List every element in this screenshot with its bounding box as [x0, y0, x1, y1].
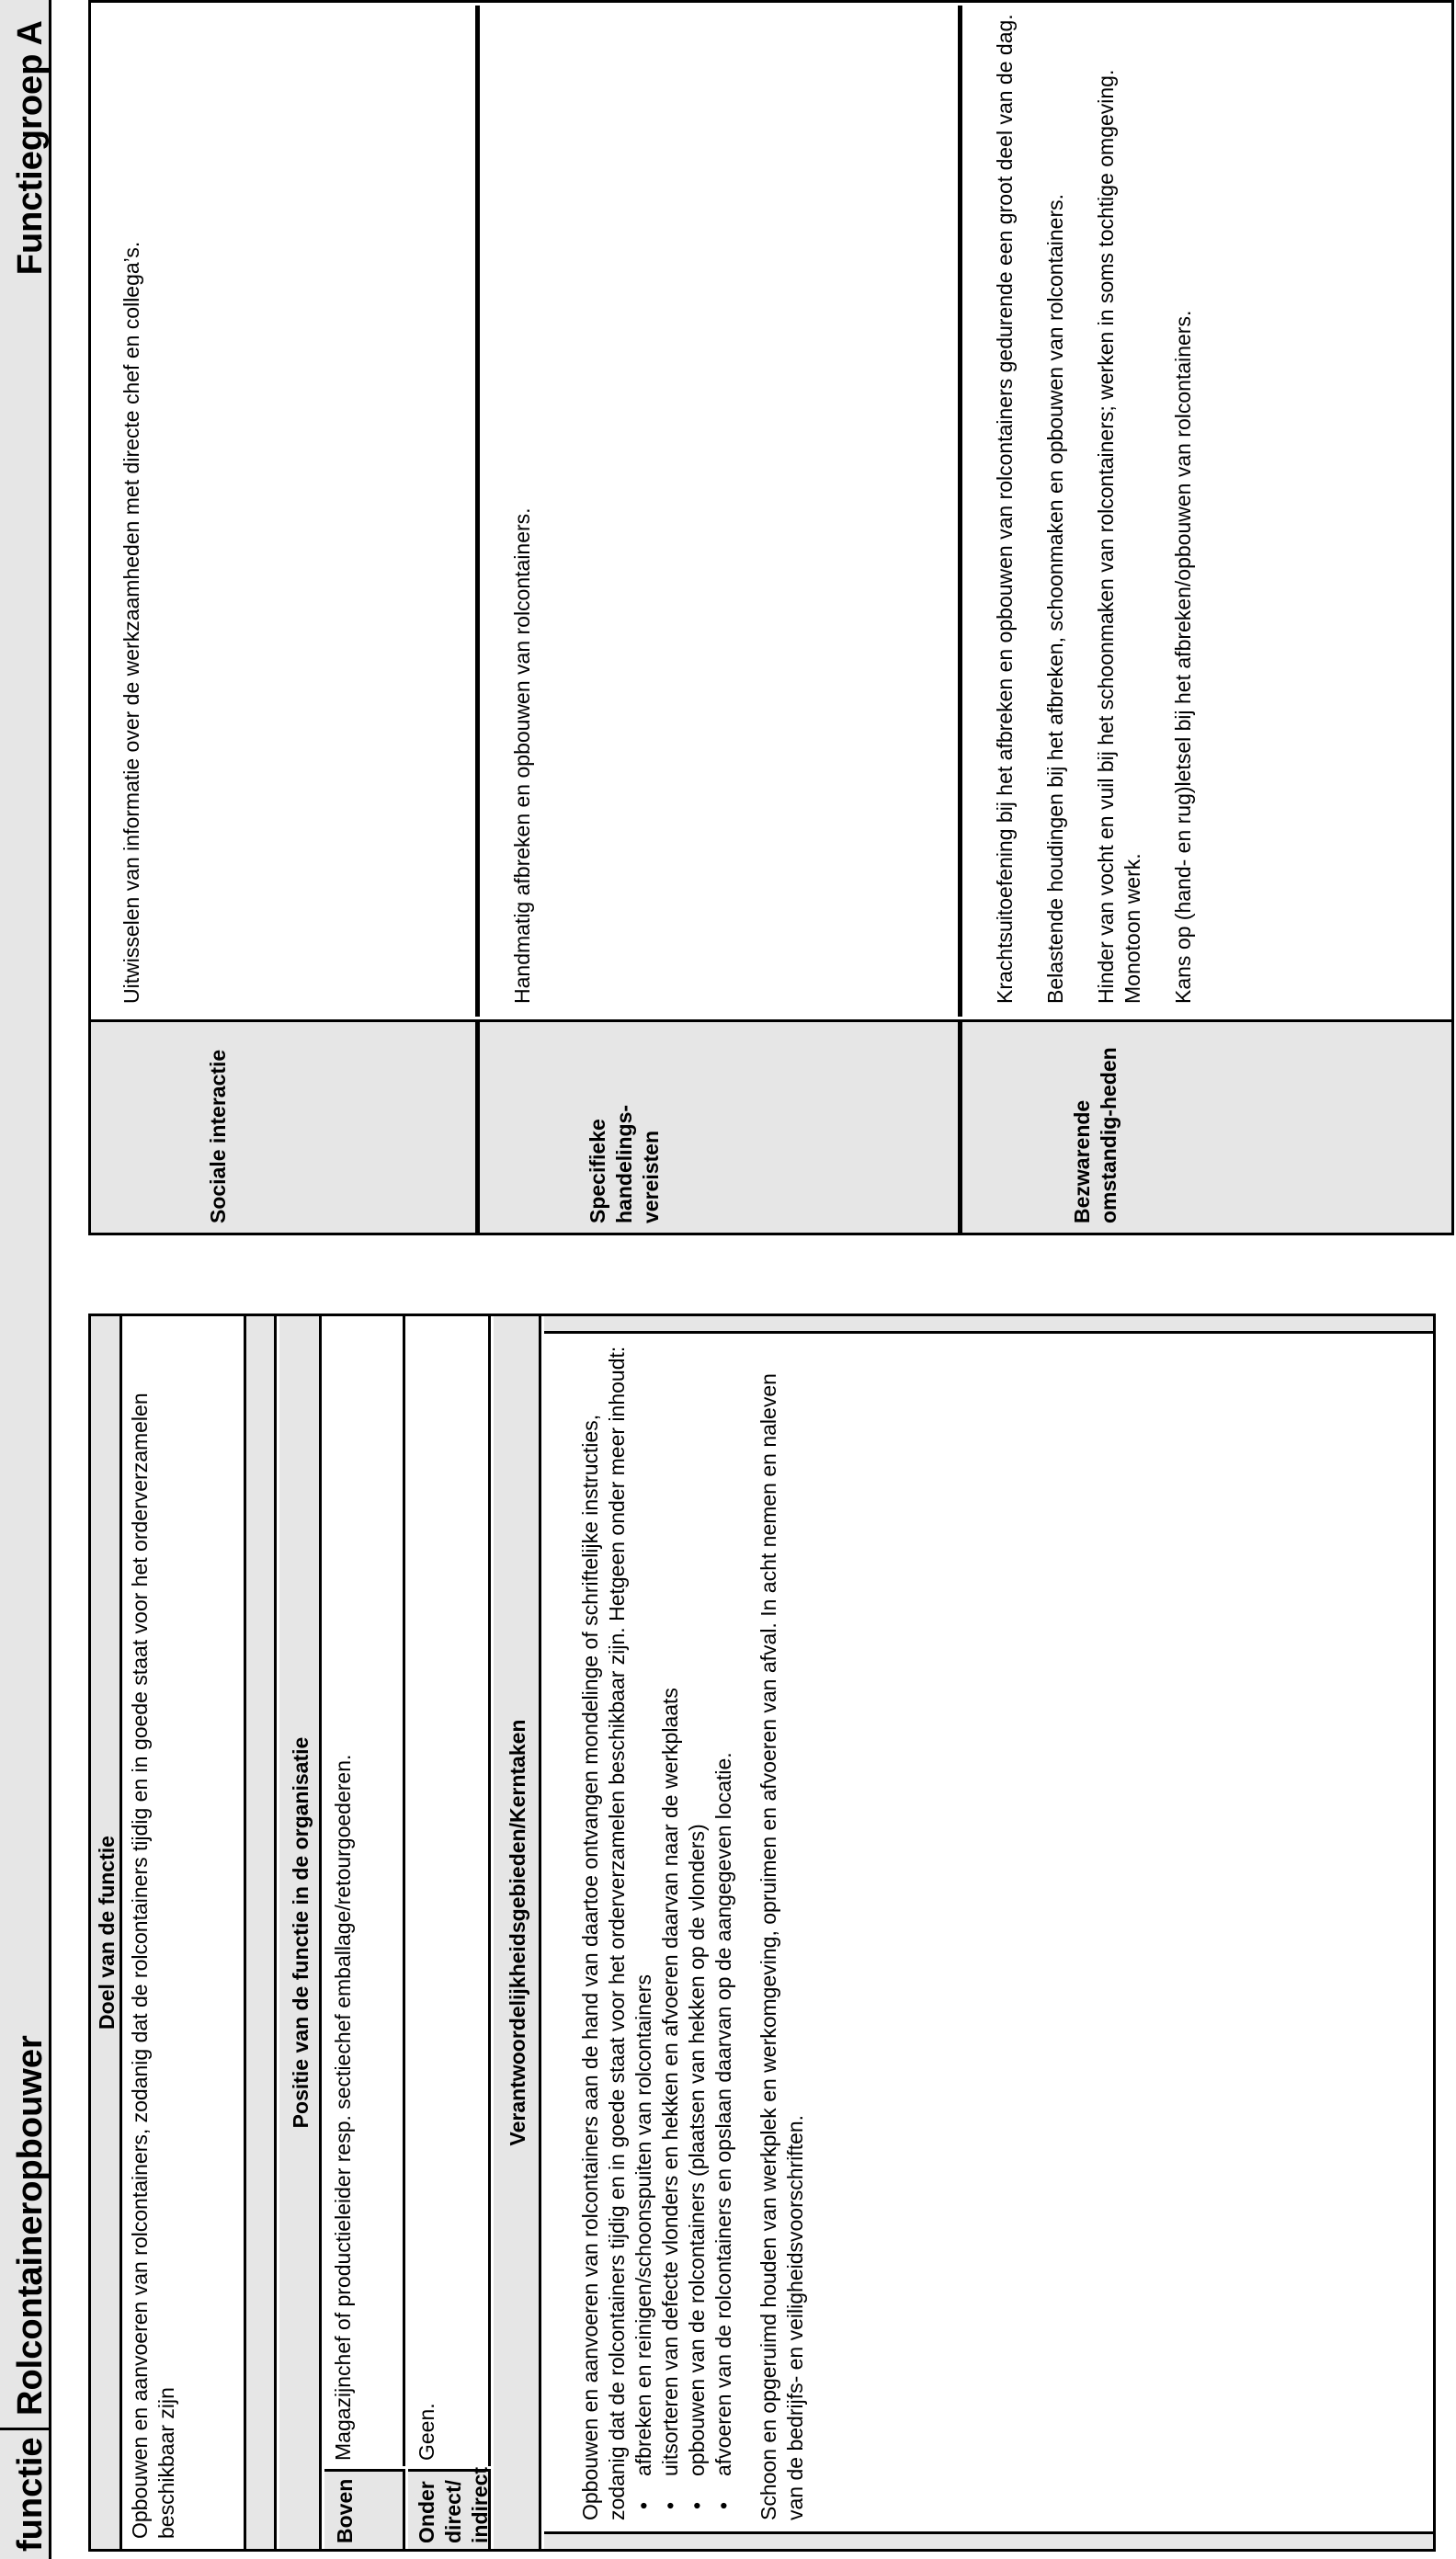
function-title: Rolcontaineropbouwer: [11, 2035, 50, 2416]
bezwarend-label: Bezwarende omstandig-heden: [962, 1019, 1451, 1233]
kerntaken-intro: Opbouwen en aanvoeren van rolcontainers aan de hand van daartoe ontvangen mondelinge of schriftelijke instructies, zodanig dat de rolcontainers tijdig en in goede staat voor het orderverzamelen beschikbaar zijn. Hetgeen onder meer inhoudt:: [578, 1346, 629, 2520]
doel-heading: Doel van de functie: [91, 1316, 122, 2549]
sociale-text: Uitwisselen van informatie over de werkzaamheden met directe chef en collega’s.: [91, 6, 480, 1017]
list-item: • afvoeren van de rolcontainers en opslaan daarvan op de aangegeven locatie.: [711, 1344, 737, 2520]
handeling-label: Specifieke handelings-vereisten: [480, 1019, 962, 1233]
boven-value: Magazijnchef of productieleider resp. sectiechef emballage/retourgoederen.: [324, 1316, 405, 2466]
list-item: • afbreken en reinigen/schoonspuiten van rolcontainers: [631, 1344, 657, 2520]
onder-label: Onder direct/ indirect: [408, 2469, 491, 2549]
kerntaken-content: [577, 1344, 1423, 2520]
positie-heading: Positie van de functie in de organisatie: [279, 1316, 322, 2549]
list-item: • uitsorteren van defecte vlonders en hekken en afvoeren daarvan naar de werkplaats: [657, 1344, 684, 2520]
bezwarend-paragraph: Kans op (hand- en rug)letsel bij het afbreken/opbouwen van rolcontainers.: [1171, 310, 1195, 1004]
handeling-text: Handmatig afbreken en opbouwen van rolcontainers.: [480, 6, 962, 1017]
sociale-label: Sociale interactie: [91, 1019, 480, 1233]
doel-text: Opbouwen en aanvoeren van rolcontainers, zodanig dat de rolcontainers tijdig en in goede staat voor het orderverzamelen beschikbaar zijn: [128, 1393, 178, 2539]
kerntaken-list: [631, 1344, 737, 2520]
verantwoordelijkheden-heading: Verantwoordelijkheidsgebieden/Kerntaken: [494, 1316, 541, 2549]
bezwarend-content: [962, 6, 1451, 1017]
function-group: Functiegroep A: [11, 20, 50, 276]
bezwarend-paragraph: Hinder van vocht en vuil bij het schoonmaken van rolcontainers; werken in soms tochtige omgeving. Monotoon werk.: [1094, 69, 1144, 1004]
bezwarend-paragraph: Belastende houdingen bij het afbreken, schoonmaken en opbouwen van rolcontainers.: [1043, 193, 1067, 1004]
spacer-strip: [244, 1316, 277, 2549]
function-label: functie: [11, 2437, 50, 2552]
onder-value: Geen.: [408, 1316, 491, 2466]
list-item: • opbouwen van de rolcontainers (plaatsen van hekken op de vlonders): [684, 1344, 711, 2520]
kerntaken-closing: Schoon en opgeruimd houden van werkplek en werkomgeving, opruimen en afvoeren van afval. In acht nemen en naleven van de bedrijfs- en veiligheidsvoorschriften.: [756, 1373, 807, 2520]
content-margin: [544, 2531, 1433, 2549]
content-margin-right: [544, 1316, 1433, 1334]
boven-label: Boven: [324, 2469, 405, 2549]
bezwarend-paragraph: Krachtsuitoefening bij het afbreken en opbouwen van rolcontainers gedurende een groot deel van de dag.: [993, 14, 1017, 1004]
